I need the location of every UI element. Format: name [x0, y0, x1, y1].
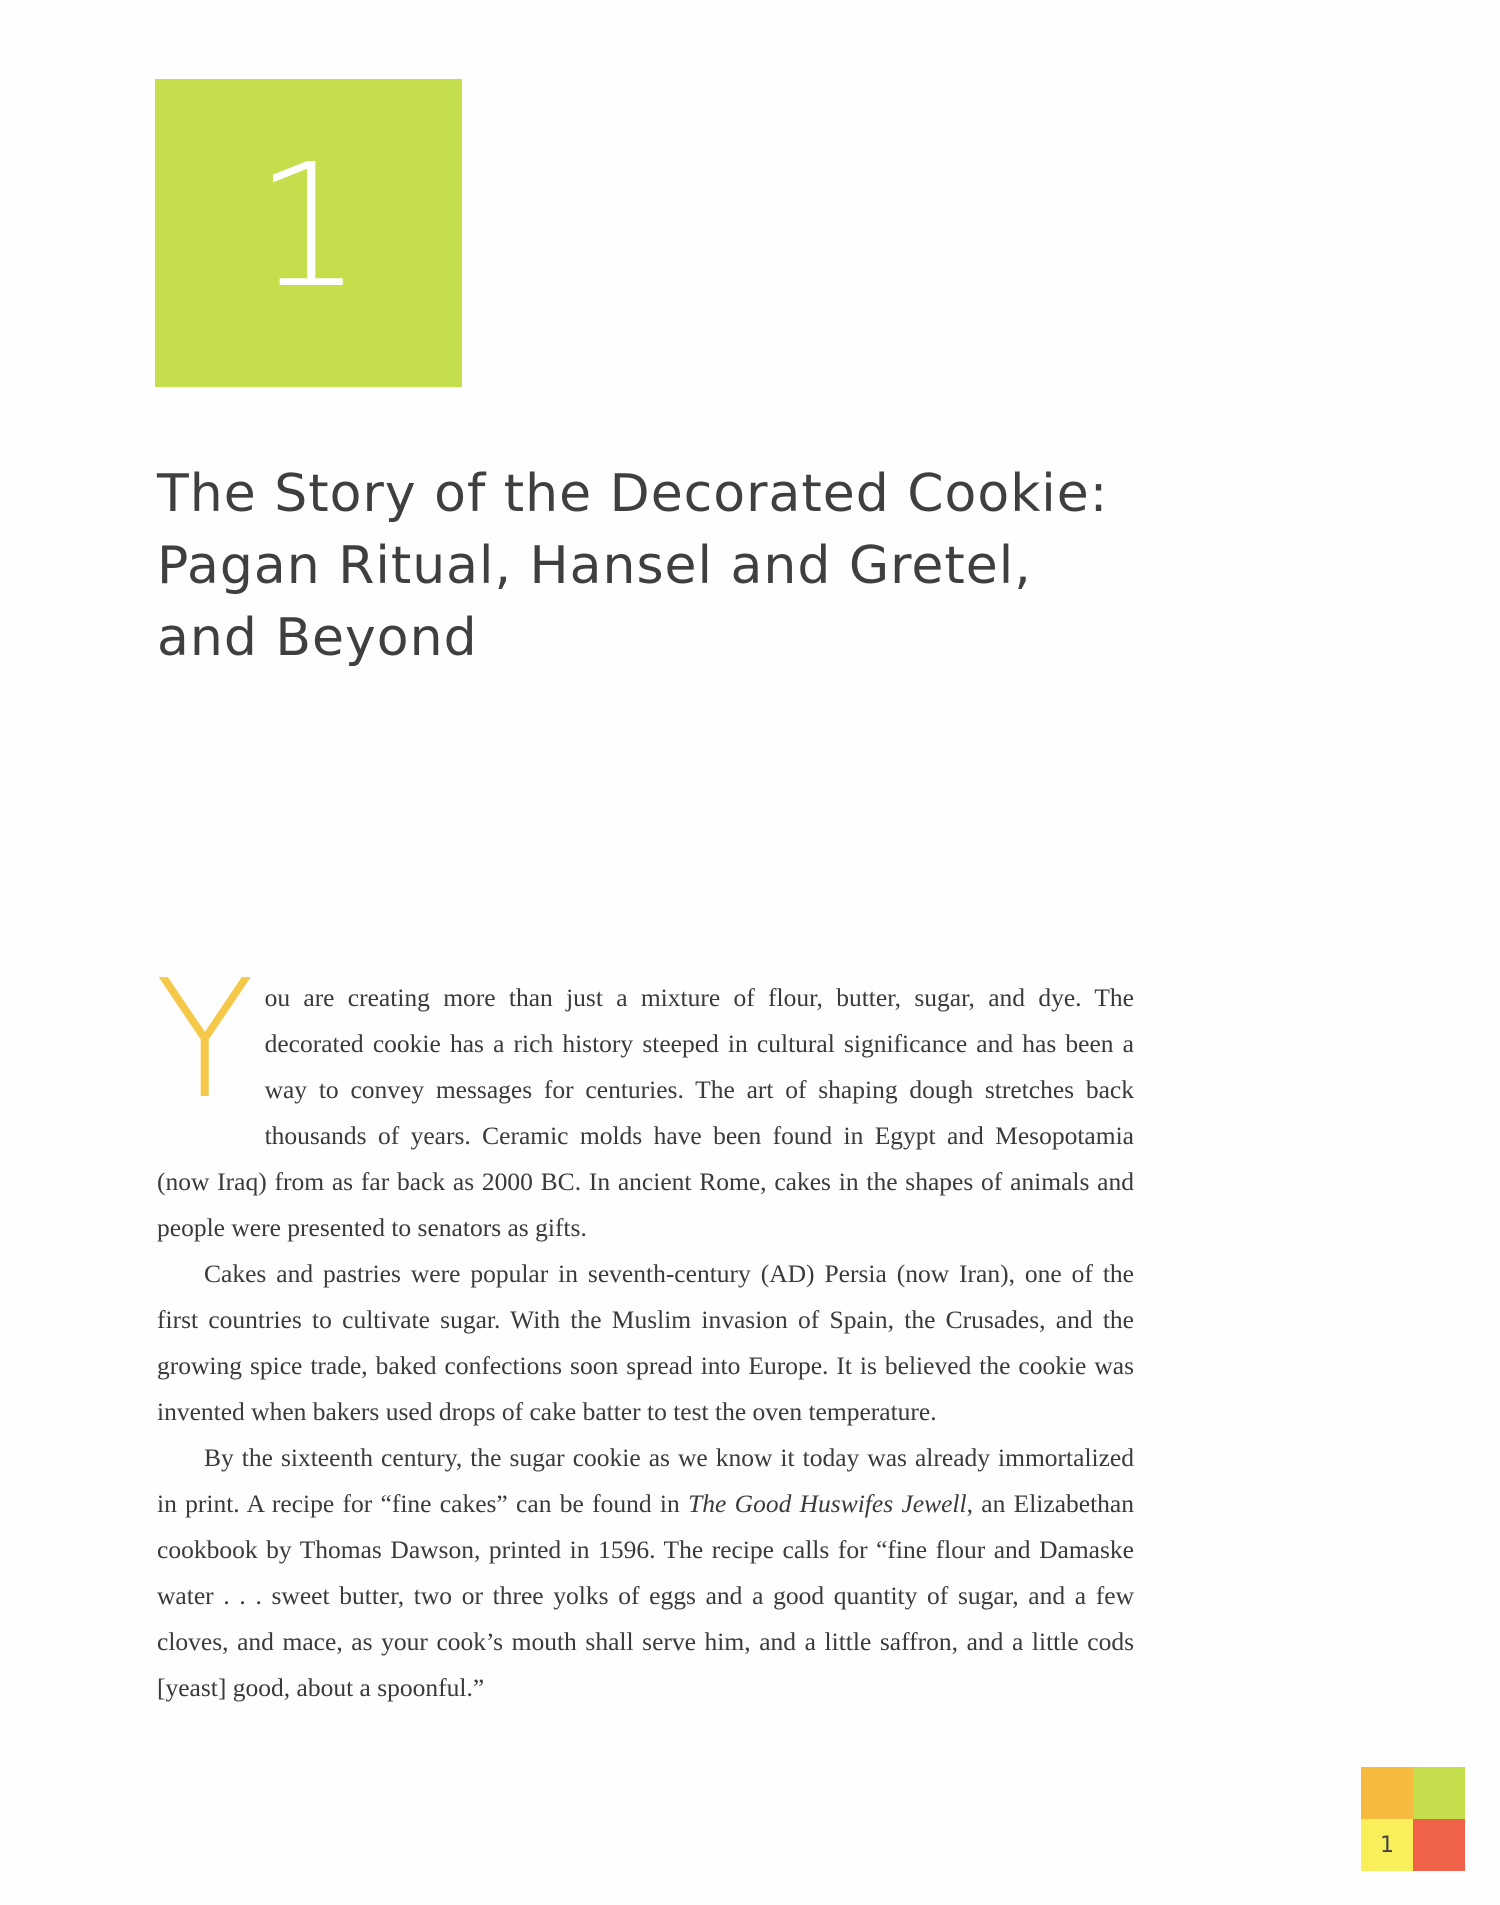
chapter-title-line-1: The Story of the Decorated Cookie: [157, 464, 1109, 524]
chapter-number: 1 [254, 128, 363, 326]
corner-tile-orange [1361, 1767, 1413, 1819]
paragraph-3-text-start: By the sixteenth century, the sugar cookie as we know it today was already immortalized in print. A recipe for “fine cakes” can be found in [157, 1443, 1134, 1518]
chapter-title [157, 458, 1157, 674]
body-text [155, 946, 1134, 1711]
page-number: 1 [1380, 1832, 1394, 1858]
chapter-number-box [155, 79, 462, 387]
chapter-title-line-3: and Beyond [157, 608, 478, 668]
book-title: The Good Huswifes Jewell [688, 1489, 967, 1518]
corner-tile-green [1413, 1767, 1465, 1819]
drop-cap: Y [155, 946, 255, 1135]
page-corner-mark [1361, 1767, 1465, 1871]
paragraph-3-text-end: , an Elizabethan cookbook by Thomas Dawson, printed in 1596. The recipe calls for “fine flour and Damaske water . . . sweet butter, two or three yolks of eggs and a good quantity of sugar, and a few cloves, and mace, as your cook’s mouth shall serve him, and a little saffron, and a little cods [yeast] good, about a spoonful.” [157, 1489, 1134, 1702]
paragraph-1 [155, 946, 1134, 1251]
paragraph-2: Cakes and pastries were popular in seventh-century (AD) Persia (now Iran), one of the first countries to cultivate sugar. With the Muslim invasion of Spain, the Crusades, and the growing spice trade, baked confections soon spread into Europe. It is believed the cookie was invented when bakers used drops of cake batter to test the oven temperature. [157, 1259, 1134, 1426]
paragraph-1-text: ou are creating more than just a mixture of flour, butter, sugar, and dye. The decorated cookie has a rich history steeped in cultural significance and has been a way to convey messages for centuries. The art of shaping dough stretches back thousands of years. Ceramic molds have been found in Egypt and Mesopotamia (now Iraq) from as far back as 2000 BC. In ancient Rome, cakes in the shapes of animals and people were presented to senators as gifts. [157, 983, 1134, 1242]
paragraph-3 [157, 1435, 1134, 1711]
chapter-title-line-2: Pagan Ritual, Hansel and Gretel, [157, 536, 1032, 596]
corner-tile-red [1413, 1819, 1465, 1871]
